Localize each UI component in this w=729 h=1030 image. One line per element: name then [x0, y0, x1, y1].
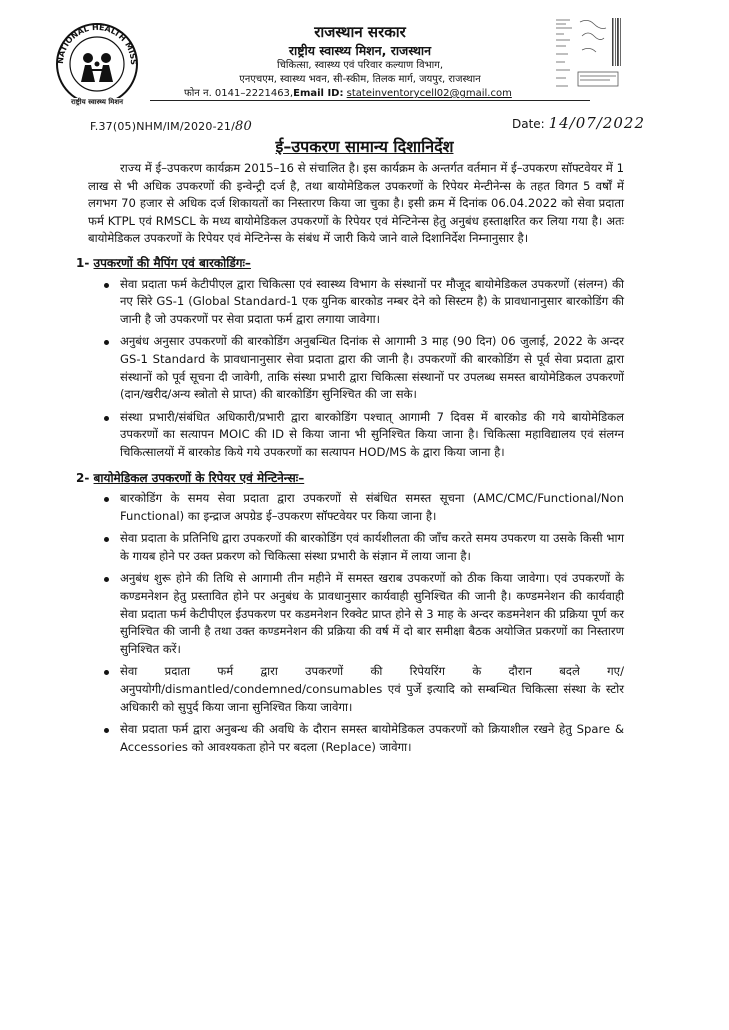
letterhead-contact	[150, 87, 570, 101]
date-handwritten: 14/07/2022	[548, 114, 646, 132]
reference-prefix: F.37(05)NHM/IM/2020-21/	[90, 120, 236, 133]
list-item: सेवा प्रदाता के प्रतिनिधि द्वारा उपकरणों की बारकोडिंग एवं कार्यशीलता की जाँच करते समय उपकरण या उसके किसी भाग के गायब होने पर उक्त प्रकरण को चिकित्सा संस्था प्रभारी के संज्ञान में लाया जाना है।	[120, 530, 624, 565]
section-2-list	[88, 490, 624, 756]
scribble-stamp-icon	[552, 14, 622, 98]
document-body	[76, 160, 625, 761]
svg-text:NATIONAL HEALTH MISSION	[54, 18, 138, 65]
document-title: ई–उपकरण सामान्य दिशानिर्देश	[275, 137, 454, 156]
section-2-heading	[76, 470, 624, 488]
letterhead-address: एनएचएम, स्वास्थ्य भवन, सी-स्कीम, तिलक मार्ग, जयपुर, राजस्थान	[239, 74, 481, 85]
header-divider	[150, 100, 590, 101]
letter-date	[512, 114, 645, 132]
letterhead	[150, 22, 570, 101]
section-1-heading	[76, 255, 624, 273]
reference-number	[90, 119, 252, 134]
letterhead-government: राजस्थान सरकार	[314, 23, 406, 41]
letterhead-department: चिकित्सा, स्वास्थ्य एवं परिवार कल्याण विभाग,	[276, 60, 444, 71]
phone-number: फोन न. 0141–2221463,	[184, 88, 294, 99]
barcode-stamp	[552, 14, 622, 98]
list-item: सेवा प्रदाता फर्म द्वारा अनुबन्ध की अवधि के दौरान समस्त बायोमेडिकल उपकरणों को क्रियाशील रखने हेतु Spare & Accessories को आवश्यकता होने पर बदला (Replace) जावेगा।	[120, 721, 624, 756]
intro-paragraph: राज्य में ई–उपकरण कार्यक्रम 2015–16 से संचालित है। इस कार्यक्रम के अन्तर्गत वर्तमान में ई–उपकरण सॉफ्टवेयर में 1 लाख से भी अधिक उपकरणों की इन्वेन्ट्री दर्ज है, तथा बायोमेडिकल उपकरणों के रिपेयर मेन्टीनेन्स के तहत विगत 5 वर्षों में लगभग 70 हजार से अधिक दर्ज शिकायतों का निस्तारण किया जा चुका है। इसी क्रम में दिनांक 06.04.2022 को सेवा प्रदाता फर्म KTPL एवं RMSCL के मध्य बायोमेडिकल उपकरणों के रिपेयर एवं मेन्टिनेन्स हेतु अनुबंध हस्ताक्षरित कर लिया गया है। अतः बायोमेडिकल उपकरणों के रिपेयर एवं मेन्टिनेन्स के संबंध में जारी किये जाने वाले दिशानिर्देश निम्नानुसार है।	[88, 161, 624, 246]
section-1-list	[88, 276, 624, 462]
email-label: Email ID:	[293, 88, 344, 99]
list-item: सेवा प्रदाता फर्म द्वारा उपकरणों की रिपेयरिंग के दौरान बदले गए/अनुपयोगी/dismantled/condemned/consumables एवं पुर्जे इत्यादि को सम्बन्धित चिकित्सा संस्था के स्टोर अधिकारी को सुपुर्द किया जाना सुनिश्चित किया जावेगा।	[120, 663, 624, 716]
letterhead-mission: राष्ट्रीय स्वास्थ्य मिशन, राजस्थान	[288, 43, 432, 58]
list-item: सेवा प्रदाता फर्म केटीपीएल द्वारा चिकित्सा एवं स्वास्थ्य विभाग के संस्थानों पर मौजूद बायोमेडिकल उपकरणों (संलग्न) की नए सिरे GS-1 (Global Standard-1 एक युनिक बारकोड नम्बर देने को सिस्टम है) के प्रावधानानुसार बारकोडिंग की जानी है जो उपकरणों पर सेवा प्रदाता फर्म द्वारा लगाया जावेगा।	[120, 276, 624, 329]
section-2-number: 2-	[76, 470, 90, 485]
logo-caption: राष्ट्रीय स्वास्थ्य मिशन	[52, 98, 142, 107]
list-item: अनुबंध शुरू होने की तिथि से आगामी तीन महीने में समस्त खराब उपकरणों को ठीक किया जावेगा। एवं उपकरणों के कण्डमनेशन हेतु प्रस्तावित होने पर अनुबंध के प्रावधानुसार कार्यवाही सुनिश्चित की जानी है। कण्डमनेशन की कार्यवाही सेवा प्रदाता फर्म केटीपीएल ईउपकरण पर कडमनेशन रिक्वेट प्राप्त होने से 3 माह के अन्दर कडमनेशन की प्रक्रिया पूर्ण कर सुनिश्चित की जानी है तथा उक्त कण्डमनेशन की प्रक्रिया की वर्ष में दो बार समीक्षा बैठक अयोजित प्रकरणों का निस्तारण सुनिश्चित करें।	[120, 570, 624, 658]
date-label: Date:	[512, 117, 545, 131]
email-link[interactable]: stateinventorycell02@gmail.com	[346, 88, 512, 99]
section-1-number: 1-	[76, 255, 90, 270]
logo-text: NATIONAL HEALTH MISS	[55, 22, 139, 66]
nhm-logo	[54, 18, 140, 108]
list-item: संस्था प्रभारी/संबंधित अधिकारी/प्रभारी द्वारा बारकोडिंग पश्चात् आगामी 7 दिवस में बारकोड की गये बायोमेडिकल उपकरणों का सत्यापन MOIC की ID से किया जाना भी सुनिश्चित किया जाना है। चिकित्सा महाविद्यालय एवं संलग्न चिकित्सालयों में बारकोड किये गये उपकरणों का सत्यापन HOD/MS के द्वारा किया जाना है।	[120, 409, 624, 462]
section-1-title: उपकरणों की मैपिंग एवं बारकोडिंगः–	[93, 255, 251, 270]
list-item: बारकोडिंग के समय सेवा प्रदाता द्वारा उपकरणों से संबंधित समस्त सूचना (AMC/CMC/Functional/Non Functional) का इन्द्राज अपग्रेड ई–उपकरण सॉफ्टवेयर पर किया जाना है।	[120, 490, 624, 525]
section-2-title: बायोमेडिकल उपकरणों के रिपेयर एवं मेन्टिनेन्सः–	[93, 470, 305, 485]
reference-handwritten: 80	[235, 119, 252, 134]
nhm-emblem-icon	[54, 18, 140, 108]
list-item: अनुबंध अनुसार उपकरणों की बारकोडिंग अनुबन्धित दिनांक से आगामी 3 माह (90 दिन) 06 जुलाई, 2022 के अन्दर GS-1 Standard के प्रावधानानुसार सेवा प्रदाता द्वारा की जानी है। उपकरणों की बारकोडिंग से पूर्व सेवा प्रदाता द्वारा संस्थानों को पूर्व सूचना दी जावेगी, ताकि संस्था प्रभारी द्वारा चिकित्सा संस्थानों पर उपलब्ध समस्त बायोमेडिकल उपकरणों (दान/खरीद/अन्य स्त्रोतो से प्राप्त) की बारकोडिंग सुनिश्चित की जा सके।	[120, 333, 624, 403]
